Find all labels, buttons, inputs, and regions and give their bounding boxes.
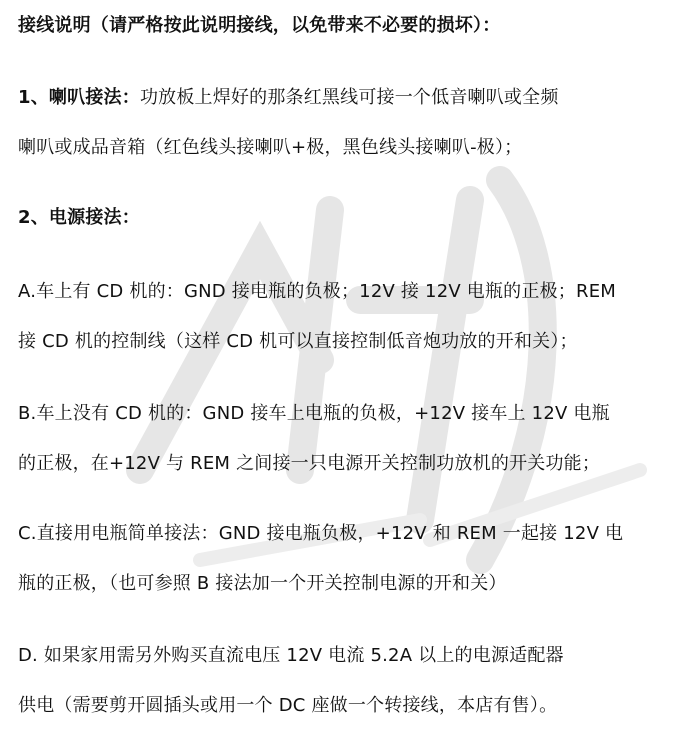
- option-a-line-2: 接 CD 机的控制线（这样 CD 机可以直接控制低音炮功放的开和关）；: [18, 331, 578, 352]
- option-b-line-1: B.车上没有 CD 机的：GND 接车上电瓶的负极，+12V 接车上 12V 电瓶: [18, 403, 610, 424]
- option-b-line-2: 的正极，在+12V 与 REM 之间接一只电源开关控制功放机的开关功能；: [18, 453, 601, 474]
- speaker-text-1: 功放板上焊好的那条红黑线可接一个低音喇叭或全频: [139, 87, 559, 108]
- speaker-section-label: 1、喇叭接法：: [18, 87, 140, 108]
- option-a-line-1: A.车上有 CD 机的：GND 接电瓶的负极；12V 接 12V 电瓶的正极；REM: [18, 281, 616, 302]
- speaker-section-line-1: [18, 86, 559, 110]
- power-section-label: 2、电源接法：: [18, 207, 140, 228]
- option-c-line-1: C.直接用电瓶简单接法：GND 接电瓶负极，+12V 和 REM 一起接 12V 电: [18, 523, 624, 544]
- page-title: 接线说明（请严格按此说明接线，以免带来不必要的损坏）：: [18, 15, 501, 36]
- option-d-line-2: 供电（需要剪开圆插头或用一个 DC 座做一个转接线，本店有售）。: [18, 695, 558, 716]
- speaker-text-2: 喇叭或成品音箱（红色线头接喇叭+极，黑色线头接喇叭-极）；: [18, 137, 523, 158]
- option-d-line-1: D. 如果家用需另外购买直流电压 12V 电流 5.2A 以上的电源适配器: [18, 645, 564, 666]
- option-c-line-2: 瓶的正极，（也可参照 B 接法加一个开关控制电源的开和关）: [18, 573, 507, 594]
